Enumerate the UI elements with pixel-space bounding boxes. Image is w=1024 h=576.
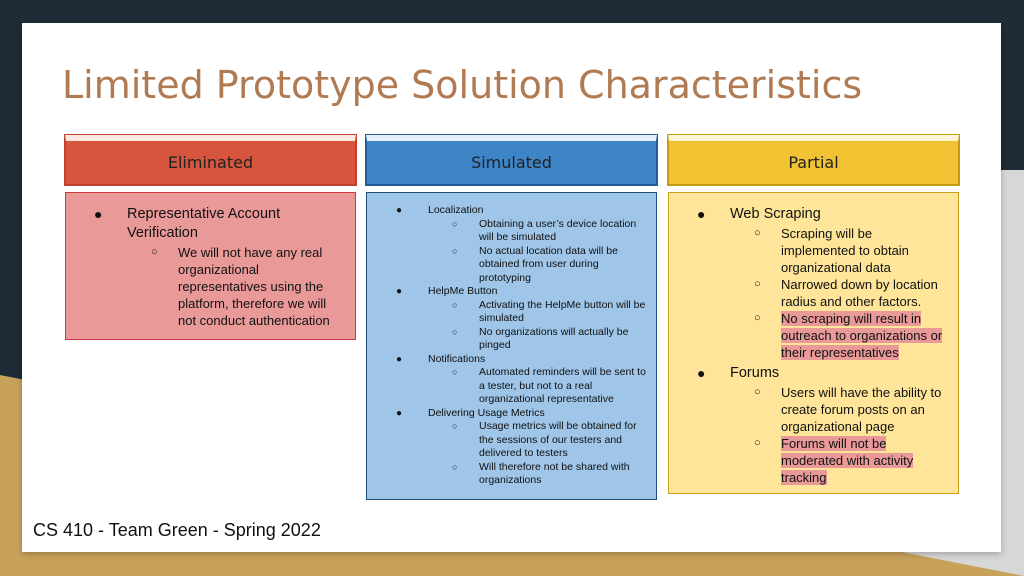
item-text: HelpMe Button [428,285,498,297]
sub-item [730,225,950,276]
sub-bullet-icon: ○ [754,437,761,449]
partial-box [668,192,959,494]
sub-item-text: No actual location data will be obtained from user during prototyping [479,244,618,284]
bullet-icon: ● [396,205,403,216]
sub-item-text: We will not have any real organizational representatives using the platform, therefore we will not conduct authentication [178,245,330,328]
item-text: Representative Account Verification [127,206,281,241]
sub-bullet-icon: ○ [754,312,761,324]
sub-item [730,384,950,435]
sub-item [428,461,646,488]
bullet-icon: ● [396,407,403,419]
simulated-header: Simulated [366,135,657,185]
list-item [367,204,646,285]
sub-item-text: Usage metrics will be obtained for the sessions of our testers and delivered to testers [479,420,637,459]
item-text: Notifications [428,352,486,365]
sub-item [730,276,950,310]
item-text: Forums [730,365,780,381]
sub-bullet-icon: ○ [754,386,761,398]
sub-bullet-icon: ○ [151,246,158,258]
sub-item-text: Will therefore not be shared with organizations [479,460,630,486]
sub-item-text: Users will have the ability to create forum posts on an organizational page [781,385,942,434]
list-item [669,205,950,361]
list-item [669,364,950,486]
sub-item-text: Obtaining a user’s device location will be simulated [479,217,637,243]
bullet-icon: ● [697,365,706,381]
simulated-box [366,192,657,500]
sub-bullet-icon: ○ [452,326,458,337]
bullet-icon: ● [94,206,103,222]
bullet-icon: ● [396,353,403,365]
sub-bullet-icon: ○ [452,245,458,256]
sub-bullet-icon: ○ [754,227,761,239]
partial-header: Partial [668,135,959,185]
eliminated-box [65,192,356,340]
eliminated-header: Eliminated [65,135,356,185]
sub-bullet-icon: ○ [452,421,458,431]
item-text: Delivering Usage Metrics [428,406,545,419]
list-item [367,407,646,488]
slide-footer: CS 410 - Team Green - Spring 2022 [33,520,321,540]
sub-bullet-icon: ○ [452,299,458,310]
sub-bullet-icon: ○ [452,218,458,229]
bullet-icon: ● [396,286,403,297]
sub-item [428,366,646,407]
highlighted-sub-item-text: No scraping will result in outreach to organizations or their representatives [781,311,943,360]
sub-item-text: No organizations will actually be pinged [479,325,629,351]
item-text: Localization [428,204,484,216]
sub-item-text: Narrowed down by location radius and other factors. [781,277,938,309]
sub-item [127,244,347,329]
sub-item-text: Automated reminders will be sent to a tester, but not to a real organizational representative [479,366,646,405]
sub-item [730,310,950,361]
sub-bullet-icon: ○ [452,461,458,472]
sub-item [730,435,950,486]
column-simulated [366,135,657,486]
sub-item [428,245,646,286]
highlighted-sub-item-text: Forums will not be moderated with activity tracking [781,436,914,485]
list-item [367,285,646,353]
sub-bullet-icon: ○ [754,278,761,290]
list-item [367,353,646,407]
sub-bullet-icon: ○ [452,367,458,377]
sub-item-text: Activating the HelpMe button will be simulated [479,298,646,324]
slide-title: Limited Prototype Solution Characteristics [62,63,863,107]
sub-item [428,299,646,326]
sub-item [428,326,646,353]
item-text: Web Scraping [730,206,821,222]
sub-item-text: Scraping will be implemented to obtain organizational data [781,226,909,275]
slide [22,23,1001,552]
column-eliminated [65,135,356,328]
bullet-icon: ● [697,206,706,222]
list-item [66,205,347,329]
sub-item [428,420,646,461]
column-partial [668,135,959,485]
sub-item [428,218,646,245]
